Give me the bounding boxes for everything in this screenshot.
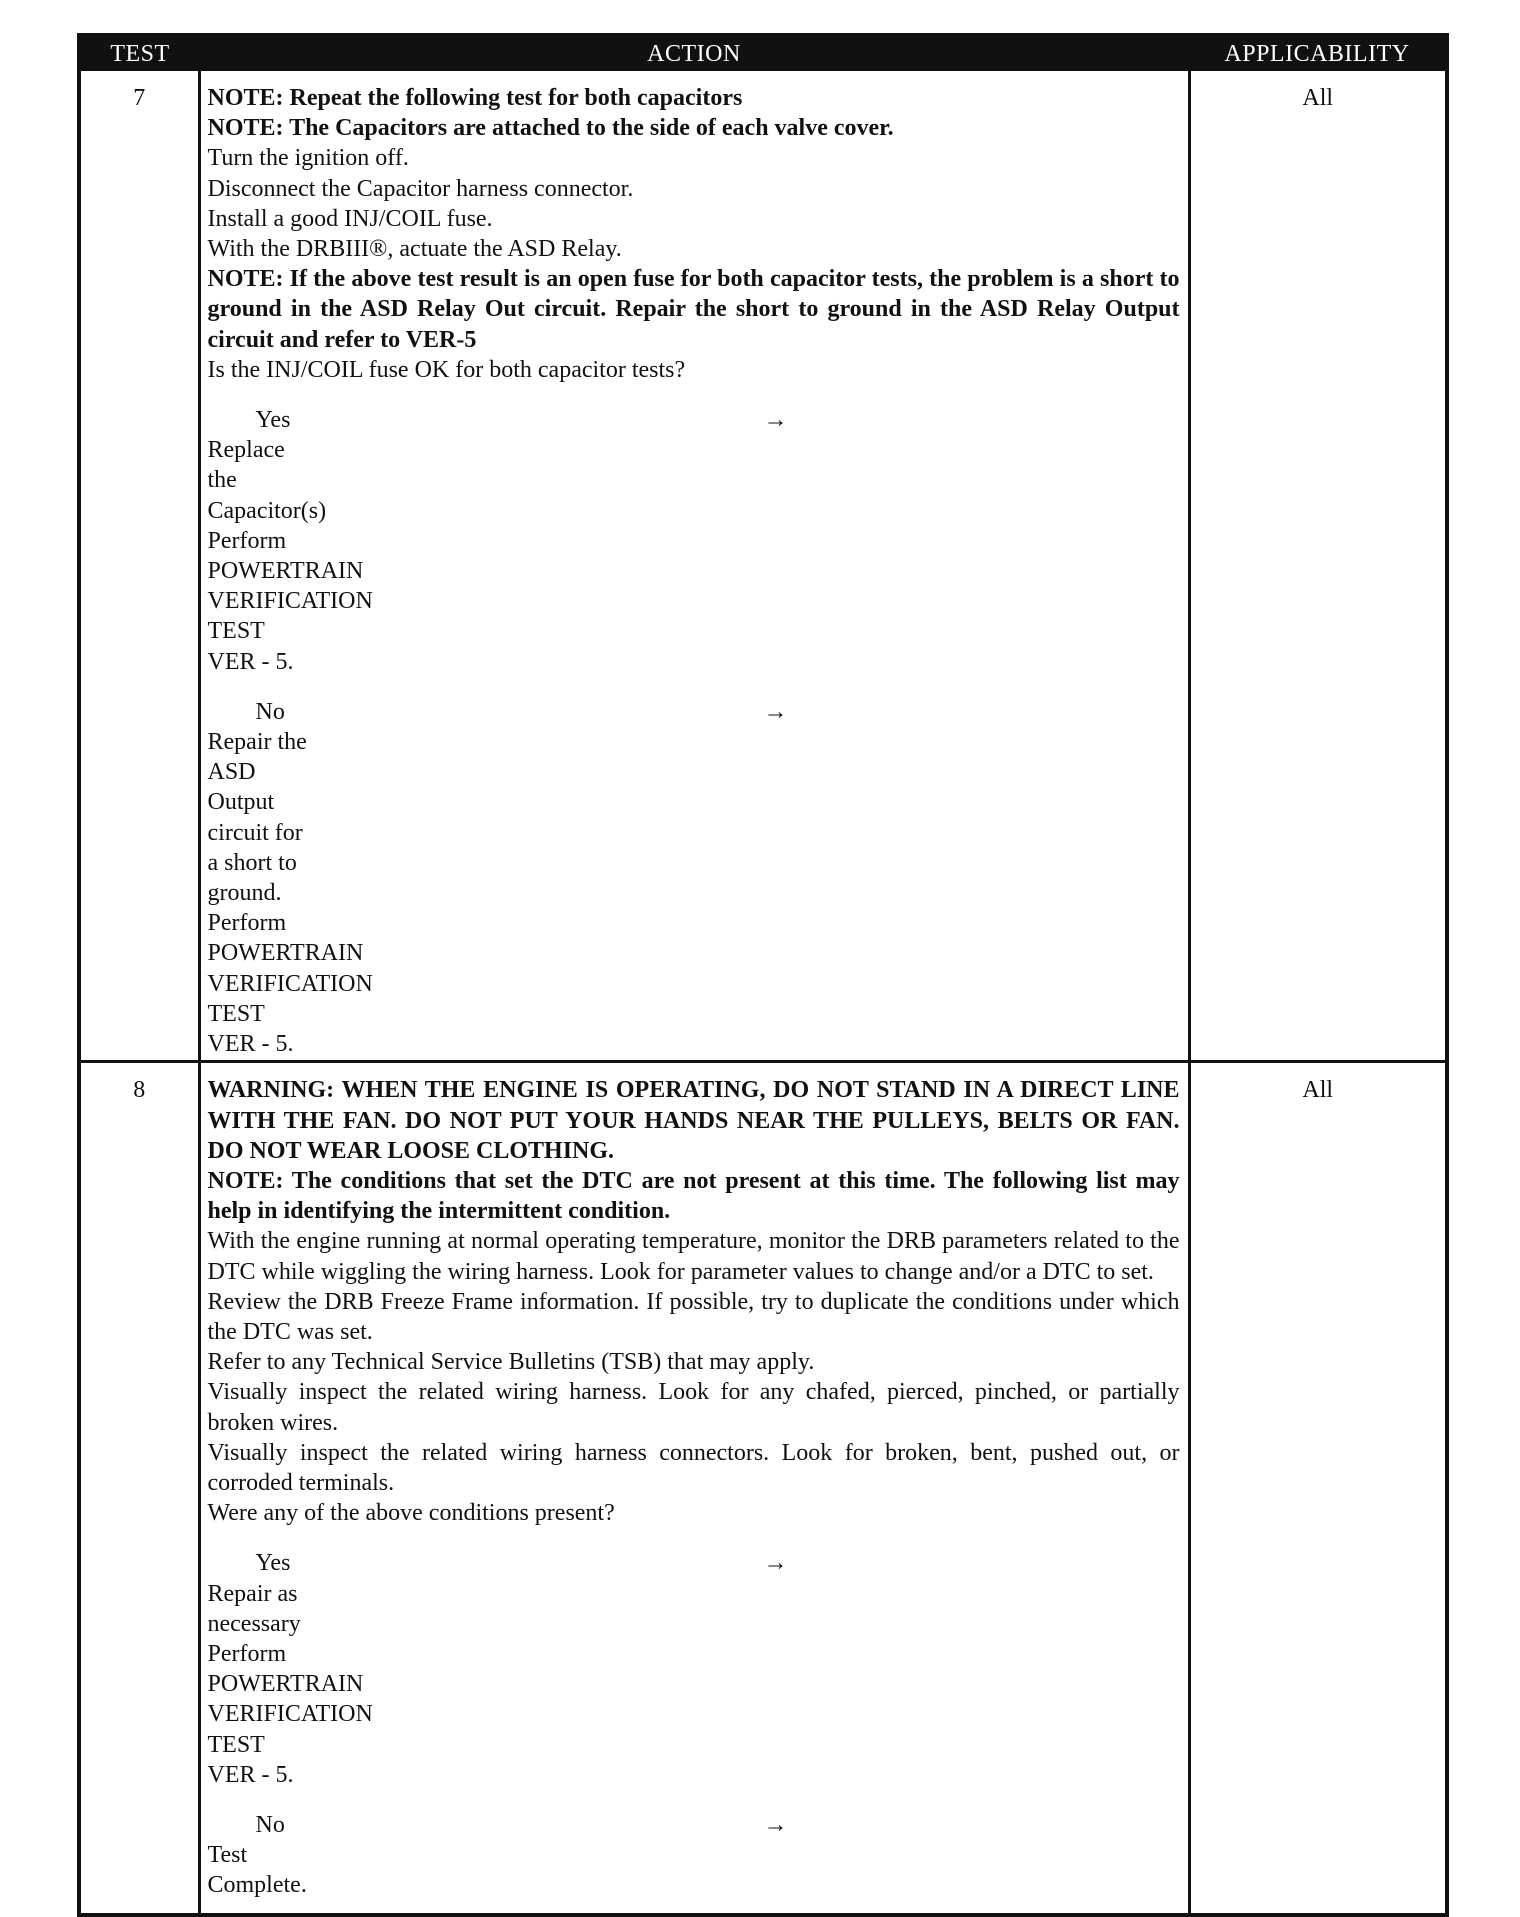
arrow-icon: →: [763, 1550, 788, 1577]
answer-text: [207, 435, 373, 677]
applicability-cell: All: [1189, 71, 1447, 1062]
action-line: Visually inspect the related wiring harness connectors. Look for broken, bent, pushed out, or corroded terminals.: [207, 1439, 1180, 1496]
applicability-cell: All: [1189, 1062, 1447, 1915]
action-line: WARNING: WHEN THE ENGINE IS OPERATING, DO NOT STAND IN A DIRECT LINE WITH THE FAN. DO NOT PUT YOUR HANDS NEAR THE PULLEYS, BELTS OR FAN. DO NOT WEAR LOOSE CLOTHING.: [207, 1077, 1180, 1164]
table-header-row: [79, 35, 1447, 71]
answer-no: [208, 1810, 1180, 1901]
action-line: With the engine running at normal operating temperature, monitor the DRB parameters related to the DTC while wiggling the wiring harness. Look for parameter values to change and/or a DTC to set.: [207, 1228, 1180, 1285]
action-line: Disconnect the Capacitor harness connector.: [207, 175, 634, 202]
test-number: 7: [133, 85, 146, 111]
action-line: With the DRBIII®, actuate the ASD Relay.: [207, 236, 622, 263]
action-line: NOTE: Repeat the following test for both capacitors: [207, 85, 743, 111]
action-line: NOTE: If the above test result is an open fuse for both capacitor tests, the problem is a short to ground in the ASD Relay Out circuit. Repair the short to ground in the ASD Relay Output circuit and refer to VER-5: [207, 266, 1180, 353]
header-test: TEST: [79, 35, 199, 71]
diagnostic-test-table: [77, 33, 1449, 1917]
header-action: ACTION: [199, 35, 1189, 71]
answer-list: [208, 405, 1180, 1059]
answer-label: No: [255, 698, 285, 725]
action-line: NOTE: The Capacitors are attached to the side of each valve cover.: [207, 115, 894, 142]
answer-yes: [208, 405, 1180, 677]
action-line: Is the INJ/COIL fuse OK for both capacitor tests?: [207, 356, 686, 383]
action-line: Install a good INJ/COIL fuse.: [207, 205, 493, 232]
action-cell: [199, 71, 1189, 1062]
arrow-icon: →: [763, 1811, 788, 1838]
action-line: Turn the ignition off.: [207, 145, 409, 172]
answer-line: Perform POWERTRAIN VERIFICATION TEST VER - 5.: [207, 527, 373, 675]
table-row-test-7: [79, 71, 1447, 1062]
answer-label: Yes: [255, 407, 291, 434]
answer-text: [208, 1840, 314, 1900]
action-line: Review the DRB Freeze Frame information. If possible, try to duplicate the conditions under which the DTC was set.: [207, 1288, 1180, 1345]
answer-label: Yes: [255, 1550, 291, 1577]
answer-line: Perform POWERTRAIN VERIFICATION TEST VER - 5.: [207, 1640, 373, 1788]
arrow-icon: →: [763, 698, 788, 725]
action-line: Were any of the above conditions present?: [207, 1500, 615, 1527]
answer-text: [207, 1579, 373, 1790]
answer-label: No: [255, 1811, 285, 1838]
answer-line: Replace the Capacitor(s): [207, 437, 327, 524]
action-line: NOTE: The conditions that set the DTC are not present at this time. The following list may help in identifying the intermittent condition.: [207, 1167, 1180, 1225]
action-line: Visually inspect the related wiring harness. Look for any chafed, pierced, pinched, or partially broken wires.: [207, 1379, 1180, 1436]
answer-text: [207, 727, 373, 1059]
arrow-icon: →: [763, 407, 788, 434]
answer-line: Repair as necessary: [207, 1580, 301, 1637]
table-row-test-8: [79, 1062, 1447, 1915]
answer-yes: [208, 1548, 1180, 1790]
answer-list: [208, 1548, 1180, 1900]
test-number: 8: [133, 1077, 146, 1104]
answer-line: Repair the ASD Output circuit for a short to ground.: [207, 729, 307, 907]
header-applicability: APPLICABILITY: [1189, 35, 1447, 71]
answer-line: Test Complete.: [207, 1842, 307, 1899]
answer-no: [208, 697, 1180, 1059]
answer-line: Perform POWERTRAIN VERIFICATION TEST VER - 5.: [207, 910, 373, 1058]
action-cell: [199, 1062, 1189, 1915]
action-line: Refer to any Technical Service Bulletins (TSB) that may apply.: [207, 1349, 815, 1376]
